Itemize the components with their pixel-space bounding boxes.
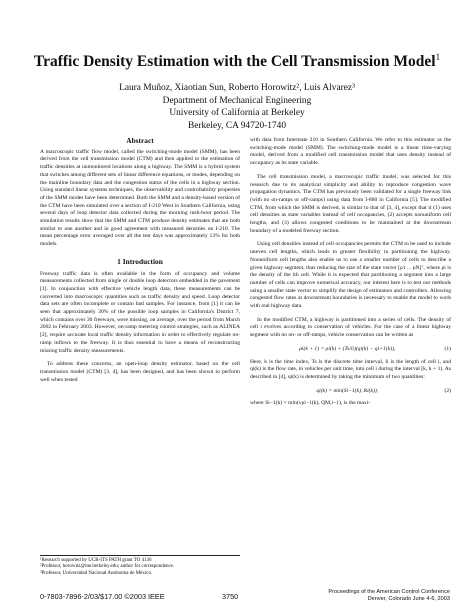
conference-info xyxy=(300,589,450,603)
right-paragraph-2: The cell transmission model, a macroscopic traffic model, was selected for this research due to its analytical simplicity and ability to reproduce congestion wave propagation dynamics. The CTM has previously been validated for a single freeway link (with no on-ramps or off-ramps) using data from I-880 in California [5]. The modified CTM, from which the SMM is derived, is similar to that of [3, 4], except that it (1) uses cell densities as state variables instead of cell occupancies, (2) accepts nonuniform cell lengths, and (3) allows congested conditions to be maintained at the downstream boundary of a modeled freeway section. xyxy=(250,173,451,234)
right-paragraph-3: Using cell densities instead of cell occupancies permits the CTM to be used to include uneven cell lengths, which leads to greater flexibility in partitioning the highway. Nonuniform cell lengths also enable us to use a smaller number of cells to describe a given highway segment, thus reducing the size of the state vector [ρ1 ... ρN]ᵀ, where ρi is the density of the ith cell. While it is expected that partitioning a segment into a large number of cells can improve numerical accuracy, our interest here is to test our methods using a smaller state vector to simplify the design of estimators and controllers. Allowing congested flow rates at downstream boundaries is necessary to enable the model to work with real highway data. xyxy=(250,241,451,310)
university-line: University of California at Berkeley xyxy=(169,108,305,118)
title-footnote-mark: 1 xyxy=(435,52,441,62)
isbn-line: 0-7803-7896-2/03/$17.00 ©2003 IEEE xyxy=(40,592,165,601)
equation-1 xyxy=(250,346,451,354)
equation-1-number: (1) xyxy=(444,345,451,352)
intro-heading: 1 Introduction xyxy=(117,256,163,266)
city-line: Berkeley, CA 94720-1740 xyxy=(187,120,287,131)
footnote-2: ²Professor, horowitz@me.berkeley.edu; author for correspondence. xyxy=(40,564,175,570)
right-column xyxy=(250,137,451,414)
left-column xyxy=(40,137,240,390)
equation-2 xyxy=(250,388,451,396)
intro-paragraph-1: Freeway traffic data is often available in the form of occupancy and volume measurements collected from single or double loop detectors embedded in the pavement [1]. In conjunction with effective vehicle length data, these measurements can be converted into macroscopic quantities such as traffic density and speed. Loop detector data sets are often incomplete or contain bad samples. For instance, from [1] it can be seen that approximately 30% of the possible loop samples in California's District 7, which contains over 30 freeways, were missing, on average, over the period from March 2002 to February 2003. However, on-ramp metering control strategies, such as ALINEA [2], require accurate local traffic density information in order to effectively regulate on-ramp inflows to the freeway. It is thus essential to have a means of reconstructing missing traffic density measurements. xyxy=(40,270,240,354)
paper-title xyxy=(0,52,474,71)
conference-line-1: Proceedings of the American Control Conference xyxy=(328,589,450,595)
right-paragraph-4: In the modified CTM, a highway is partitioned into a series of cells. The density of cell i evolves according to conservation of vehicles. For the case of a linear highway segment with no on- or off-ramps, vehicle conservation can be written as xyxy=(250,316,451,339)
authors-line: Laura Muñoz, Xiaotian Sun, Roberto Horowitz², Luis Alvarez³ xyxy=(119,83,355,93)
equation-2-number: (2) xyxy=(444,387,451,394)
conference-line-2: Denver, Colorado June 4-6, 2003 xyxy=(367,596,450,602)
footnote-1: ¹Research supported by UCB-ITS PATH grant TO 4136 xyxy=(40,558,152,563)
equation-2-body: qi(k) = min(Si−1(k), Ri(k)), xyxy=(316,387,379,394)
footnote-3: ³Professor, Universidad Nacional Autónoma de México. xyxy=(40,570,153,576)
author-block xyxy=(0,82,474,132)
equation-1-body: ρi(k + 1) = ρi(k) + (Ts/li)(qi(k) − qi+1(k)), xyxy=(299,345,396,352)
title-text: Traffic Density Estimation with the Cell Transmission Model xyxy=(33,53,436,71)
intro-paragraph-2: To address these concerns, an open-loop density estimator, based on the cell transmission model (CTM) [3, 4], has been designed, and has been shown to perform well when tested xyxy=(40,361,240,383)
abstract-heading: Abstract xyxy=(126,136,154,145)
abstract-text: A macroscopic traffic flow model, called the switching-mode model (SMM), has been derived from the cell transmission model (CTM) and then applied to the estimation of traffic densities at unmonitored locations along a highway. The SMM is a hybrid system that switches among different sets of linear difference equations, or modes, depending on the mainline boundary data and the congestion status of the cells in a highway section. Using standard linear systems techniques, the observability and controllability properties of the SMM modes have been determined. Both the SMM and a density-based version of the CTM have been simulated over a section of I-210 West in Southern California, using several days of loop detector data collected during the morning rush-hour period. The simulation results show that the SMM and CTM produce density estimates that are both similar to one another and in good agreement with measured densities on I-210. The mean percentage error averaged over all the test days was approximately 13% for both models. xyxy=(40,148,240,248)
department-line: Department of Mechanical Engineering xyxy=(162,95,312,106)
right-paragraph-6: where Si−1(k) = min(vρi−1(k), QM,i−1), is the maxi- xyxy=(250,400,371,407)
right-paragraph-5: Here, k is the time index, Ts is the discrete time interval, li is the length of cell i, and qi(k) is the flow rate, in vehicles per unit time, into cell i during the interval [k, k + 1). As described in [4], qi(k) is determined by taking the minimum of two quantities: xyxy=(250,358,451,380)
right-paragraph-1: with data from Interstate 210 in Southern California. We refer to this estimator as the switching-mode model (SMM). The switching-mode model is a linear time-varying model, derived from a modified cell transmission model that uses density instead of occupancy as its state variable. xyxy=(250,137,451,167)
page-number: 3750 xyxy=(222,592,239,601)
footnotes xyxy=(40,555,240,577)
